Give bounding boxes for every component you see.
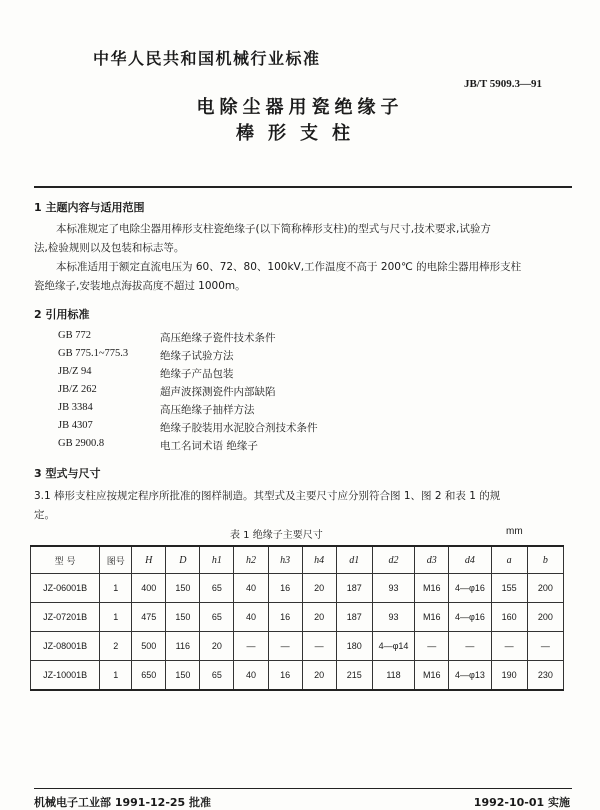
table-cell: JZ-07201B — [31, 603, 100, 632]
approval-date: 机械电子工业部 1991-12-25 批准 — [34, 796, 212, 809]
standard-code: JB/T 5909.3—91 — [463, 78, 542, 90]
ref-code: GB 775.1~775.3 — [58, 348, 129, 359]
table-cell: 190 — [491, 661, 527, 691]
section1-para1-line1: 本标准规定了电除尘器用棒形支柱瓷绝缘子(以下简称棒形支柱)的型式与尺寸,技术要求,试验方 — [56, 223, 491, 235]
table-cell: 20 — [302, 574, 336, 603]
document-title-line1: 电除尘器用瓷绝缘子 — [196, 97, 404, 118]
table-caption: 表 1 绝缘子主要尺寸 — [230, 530, 323, 541]
table-row — [31, 603, 564, 632]
col-header: h4 — [302, 546, 336, 574]
table-cell: 4—φ13 — [449, 661, 491, 691]
ref-code: GB 772 — [58, 330, 91, 341]
table-cell: 160 — [491, 603, 527, 632]
table-cell: 116 — [166, 632, 200, 661]
section1-para1-line2: 法,检验规则以及包装和标志等。 — [34, 242, 185, 254]
table-row — [31, 661, 564, 691]
table-cell: 500 — [132, 632, 166, 661]
table-cell: — — [415, 632, 449, 661]
table-cell: JZ-08001B — [31, 632, 100, 661]
col-header: 图号 — [100, 546, 132, 574]
col-header: H — [132, 546, 166, 574]
table-cell: 475 — [132, 603, 166, 632]
table-header-row — [31, 546, 564, 574]
header-divider — [34, 186, 572, 188]
table-cell: 155 — [491, 574, 527, 603]
section1-para2-line2: 瓷绝缘子,安装地点海拔高度不超过 1000m。 — [34, 280, 246, 292]
table-cell: 20 — [302, 603, 336, 632]
table-cell: 20 — [200, 632, 234, 661]
col-header: 型 号 — [31, 546, 100, 574]
ref-title: 电工名词术语 绝缘子 — [160, 440, 258, 452]
table-cell: 65 — [200, 603, 234, 632]
table-cell: M16 — [415, 603, 449, 632]
col-header: D — [166, 546, 200, 574]
table-cell: 180 — [336, 632, 372, 661]
ref-code: GB 2900.8 — [58, 438, 105, 449]
effective-date: 1992-10-01 实施 — [473, 796, 570, 809]
table-cell: 93 — [372, 603, 414, 632]
table-cell: JZ-10001B — [31, 661, 100, 691]
table-cell: 4—φ16 — [449, 574, 491, 603]
table-cell: M16 — [415, 574, 449, 603]
table-cell: 20 — [302, 661, 336, 691]
table-cell: 200 — [527, 603, 563, 632]
table-cell: 93 — [372, 574, 414, 603]
table-cell: 4—φ16 — [449, 603, 491, 632]
col-header: b — [527, 546, 563, 574]
table-cell: 16 — [268, 574, 302, 603]
col-header: h3 — [268, 546, 302, 574]
table-cell: 40 — [234, 603, 268, 632]
col-header: d1 — [336, 546, 372, 574]
table-cell: 150 — [166, 661, 200, 691]
ref-code: JB 3384 — [58, 402, 93, 413]
table-cell: 40 — [234, 574, 268, 603]
table-cell: 150 — [166, 603, 200, 632]
col-header: d2 — [372, 546, 414, 574]
section1-heading: 1 主题内容与适用范围 — [34, 201, 145, 214]
table-cell: 200 — [527, 574, 563, 603]
ref-title: 绝缘子产品包装 — [160, 368, 234, 380]
section2-heading: 2 引用标准 — [34, 308, 90, 321]
table-cell: 16 — [268, 661, 302, 691]
col-header: a — [491, 546, 527, 574]
table-cell: 150 — [166, 574, 200, 603]
table-cell: — — [302, 632, 336, 661]
col-header: h2 — [234, 546, 268, 574]
ref-title: 绝缘子胶装用水泥胶合剂技术条件 — [160, 422, 318, 434]
table-cell: 4—φ14 — [372, 632, 414, 661]
table-row — [31, 632, 564, 661]
ref-title: 高压绝缘子瓷件技术条件 — [160, 332, 276, 344]
table-unit: mm — [506, 526, 523, 537]
col-header: h1 — [200, 546, 234, 574]
ref-code: JB 4307 — [58, 420, 93, 431]
table-cell: 230 — [527, 661, 563, 691]
table-cell: 400 — [132, 574, 166, 603]
ref-title: 绝缘子试验方法 — [160, 350, 234, 362]
table-cell: — — [491, 632, 527, 661]
col-header: d4 — [449, 546, 491, 574]
table-cell: — — [268, 632, 302, 661]
footer-divider — [34, 788, 572, 789]
table-cell: 1 — [100, 603, 132, 632]
ref-title: 高压绝缘子抽样方法 — [160, 404, 255, 416]
ref-code: JB/Z 262 — [58, 384, 97, 395]
section3-para-line1: 3.1 棒形支柱应按规定程序所批准的图样制造。其型式及主要尺寸应分别符合图 1、图 2 和表 1 的规 — [34, 490, 501, 502]
table-cell: 40 — [234, 661, 268, 691]
section1-para2-line1: 本标准适用于额定直流电压为 60、72、80、100kV,工作温度不高于 200℃ 的电除尘器用棒形支柱 — [56, 261, 522, 273]
table-cell: 16 — [268, 603, 302, 632]
table-cell: 187 — [336, 574, 372, 603]
ref-code: JB/Z 94 — [58, 366, 92, 377]
document-title-line2: 棒形支柱 — [236, 123, 364, 144]
section3-para-line2: 定。 — [34, 509, 55, 521]
section3-heading: 3 型式与尺寸 — [34, 467, 101, 480]
table-cell: 215 — [336, 661, 372, 691]
table-row — [31, 574, 564, 603]
dimensions-table — [30, 545, 564, 691]
table-cell: — — [449, 632, 491, 661]
table-cell: 650 — [132, 661, 166, 691]
table-cell: 65 — [200, 574, 234, 603]
ref-title: 超声波探测瓷件内部缺陷 — [160, 386, 276, 398]
table-cell: 118 — [372, 661, 414, 691]
table-cell: 65 — [200, 661, 234, 691]
table-cell: 1 — [100, 661, 132, 691]
table-cell: 1 — [100, 574, 132, 603]
col-header: d3 — [415, 546, 449, 574]
table-cell: JZ-06001B — [31, 574, 100, 603]
table-cell: 187 — [336, 603, 372, 632]
issuing-organization: 中华人民共和国机械行业标准 — [93, 49, 321, 68]
table-cell: 2 — [100, 632, 132, 661]
table-cell: — — [527, 632, 563, 661]
table-cell: — — [234, 632, 268, 661]
table-cell: M16 — [415, 661, 449, 691]
